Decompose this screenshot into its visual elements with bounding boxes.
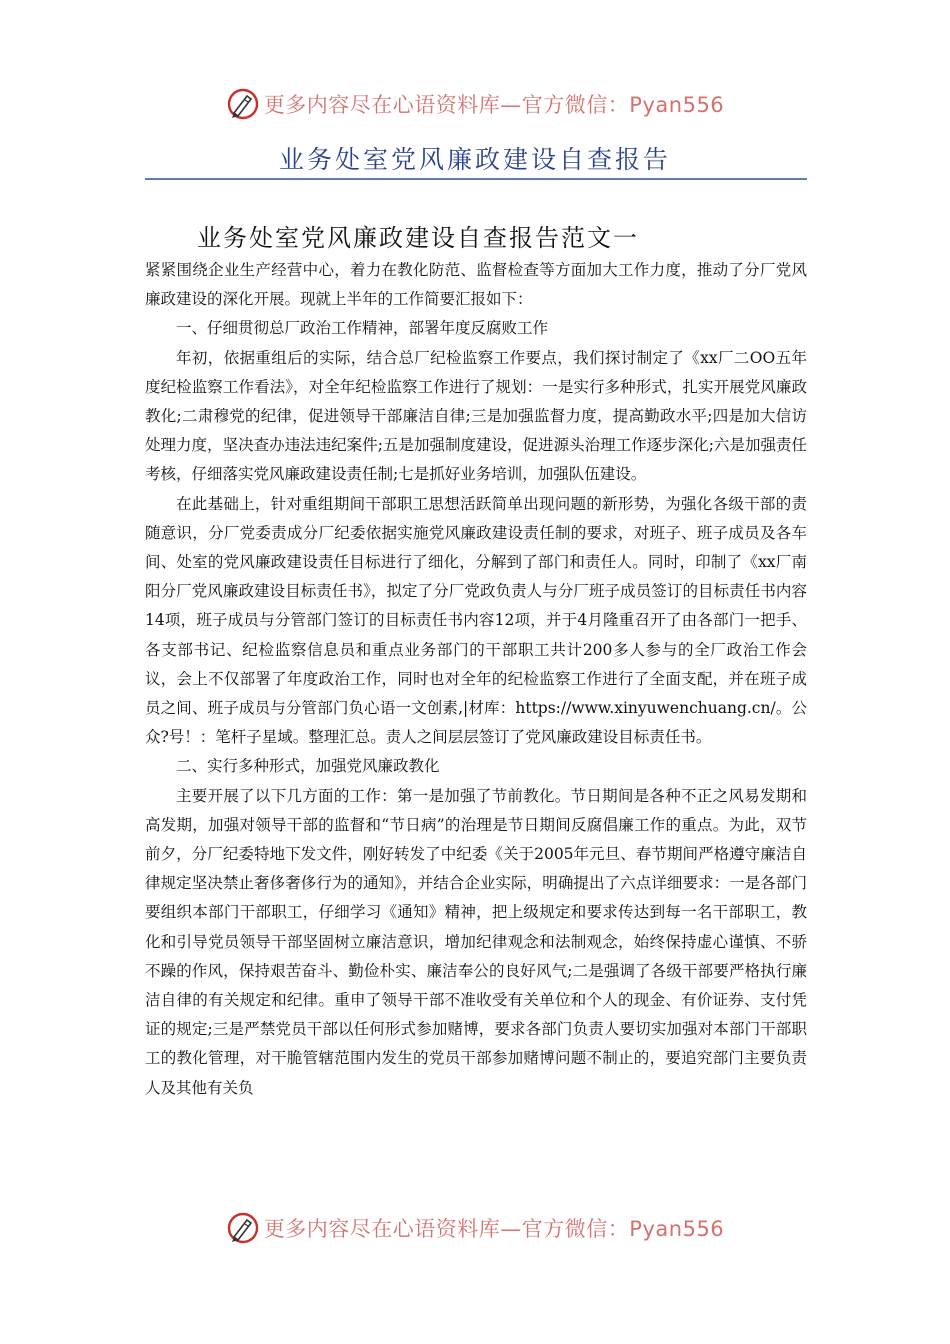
banner-text: 更多内容尽在心语资料库—官方微信：Pyan556: [263, 1217, 725, 1241]
paragraph: 主要开展了以下几方面的工作：第一是加强了节前教化。节日期间是各种不正之风易发期和高发期，加强对领导干部的监督和“节日病”的治理是节日期间反腐倡廉工作的重点。为此，双节前夕，分厂纪委特地下发文件，刚好转发了中纪委《关于2005年元旦、春节期间严格遵守廉洁自律规定坚决禁止奢侈奢侈行为的通知》，并结合企业实际，明确提出了六点详细要求：一是各部门要组织本部门干部职工，仔细学习《通知》精神，把上级规定和要求传达到每一名干部职工，教化和引导党员领导干部坚固树立廉洁意识，增加纪律观念和法制观念，始终保持虚心谨慎、不骄不躁的作风，保持艰苦奋斗、勤俭朴实、廉洁奉公的良好风气;二是强调了各级干部要严格执行廉洁自律的有关规定和纪律。重申了领导干部不准收受有关单位和个人的现金、有价证券、支付凭证的规定;三是严禁党员干部以任何形式参加赌博，要求各部门负责人要切实加强对本部门干部职工的教化管理，对干脆管辖范围内发生的党员干部参加赌博问题不制止的，要追究部门主要负责人及其他有关负: [145, 786, 807, 1097]
footer-banner: [0, 1208, 950, 1248]
section-heading-2: 二、实行多种形式，加强党风廉政教化: [176, 757, 440, 776]
header-banner: [0, 84, 950, 124]
document-subtitle: 业务处室党风廉政建设自查报告范文一: [197, 224, 639, 252]
paragraph-intro: 紧紧围绕企业生产经营中心，着力在教化防范、监督检查等方面加大工作力度，推动了分厂党风廉政建设的深化开展。现就上半年的工作简要汇报如下：: [145, 261, 807, 309]
banner-text: 更多内容尽在心语资料库—官方微信：Pyan556: [263, 93, 725, 117]
paragraph: 在此基础上，针对重组期间干部职工思想活跃简单出现问题的新形势，为强化各级干部的责随意识，分厂党委责成分厂纪委依据实施党风廉政建设责任制的要求，对班子、班子成员及各车间、处室的党风廉政建设责任目标进行了细化，分解到了部门和责任人。同时，印制了《xx厂南阳分厂党风廉政建设目标责任书》，拟定了分厂党政负责人与分厂班子成员签订的目标责任书内容14项，班子成员与分管部门签订的目标责任书内容12项，并于4月隆重召开了由各部门一把手、各支部书记、纪检监察信息员和重点业务部门的干部职工共计200多人参与的全厂政治工作会议，会上不仅部署了年度政治工作，同时也对全年的纪检监察工作进行了全面支配，并在班子成员之间、班子成员与分管部门负心语一文创素,|材库：https://www.xinyuwenchuang.cn/。公众?号！：笔杆子星域。整理汇总。责人之间层层签订了党风廉政建设目标责任书。: [145, 494, 807, 747]
pen-logo-icon: [226, 87, 260, 121]
paragraph: 年初，依据重组后的实际，结合总厂纪检监察工作要点，我们探讨制定了《xx厂二OO五年度纪检监察工作看法》，对全年纪检监察工作进行了规划：一是实行多种形式，扎实开展党风廉政教化;二肃穆党的纪律，促进领导干部廉洁自律;三是加强监督力度，提高勤政水平;四是加大信访处理力度，坚决查办违法违纪案件;五是加强制度建设，促进源头治理工作逐步深化;六是加强责任考核，仔细落实党风廉政建设责任制;七是抓好业务培训，加强队伍建设。: [145, 348, 807, 484]
section-heading-1: 一、仔细贯彻总厂政治工作精神，部署年度反腐败工作: [176, 319, 549, 338]
pen-logo-icon: [226, 1211, 260, 1245]
document-title: 业务处室党风廉政建设自查报告: [278, 145, 671, 174]
document-body: [145, 256, 807, 1103]
title-divider: [145, 178, 807, 180]
